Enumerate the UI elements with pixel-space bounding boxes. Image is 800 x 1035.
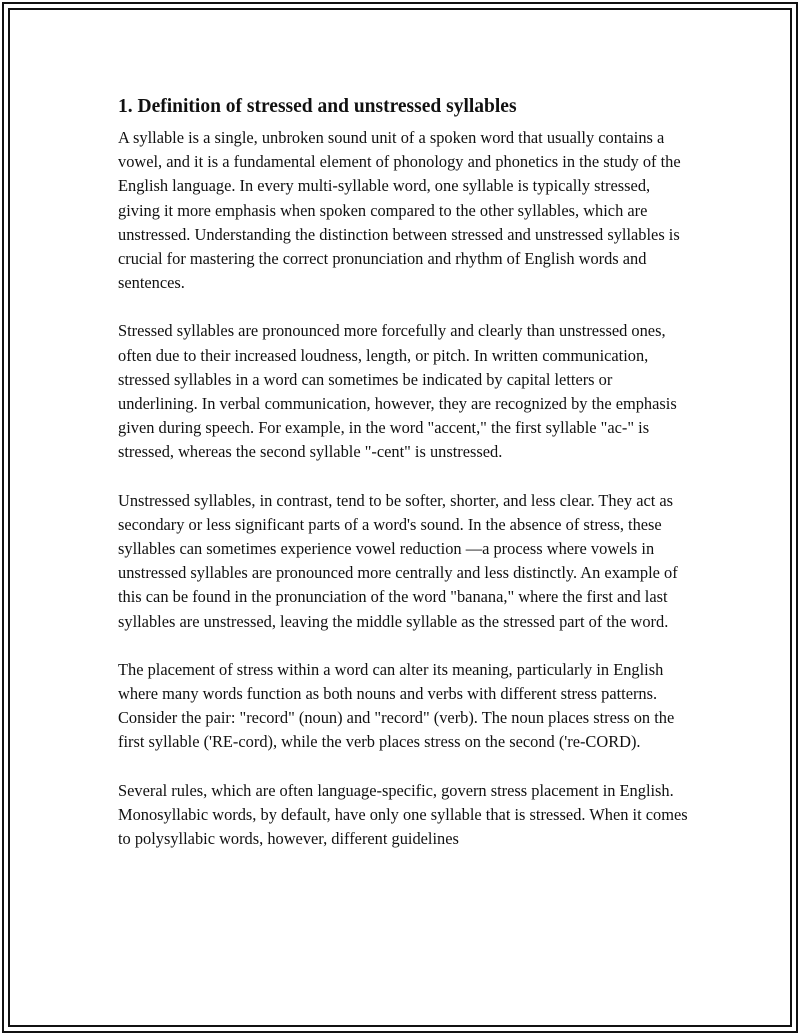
paragraph-stress-placement: The placement of stress within a word can alter its meaning, particularly in English where many words function as both nouns and verbs with different stress patterns. Consider the pair: "record" (noun) and "record" (verb). The noun places stress on the first syllable ('RE-cord), while the verb places stress on the second ('re-CORD). — [118, 659, 675, 752]
paragraph-stressed-syllables: Stressed syllables are pronounced more forcefully and clearly than unstressed ones, often due to their increased loudness, length, or pitch. In written communication, stressed syllables in a word can sometimes be indicated by capital letters or underlining. In verbal communication, however, they are recognized by the emphasis given during speech. For example, in the word "accent," the first syllable "ac-" is stressed, whereas the second syllable "-cent" is unstressed. — [118, 321, 677, 462]
paragraph-stress-rules: Several rules, which are often language-specific, govern stress placement in English. Monosyllabic words, by default, have only one syllable that is stressed. When it comes to polysyllabic words, however, different guidelines — [118, 780, 688, 849]
paragraph-syllable-definition: A syllable is a single, unbroken sound unit of a spoken word that usually contains a vowel, and it is a fundamental element of phonology and phonetics in the study of the English language. In every multi-syllable word, one syllable is typically stressed, giving it more emphasis when spoken compared to the other syllables, which are unstressed. Understanding the distinction between stressed and unstressed syllables is crucial for mastering the correct pronunciation and rhythm of English words and sentences. — [118, 128, 681, 293]
paragraph-unstressed-syllables: Unstressed syllables, in contrast, tend to be softer, shorter, and less clear. They act as secondary or less significant parts of a word's sound. In the absence of stress, these syllables can sometimes experience vowel reduction —a process where vowels in unstressed syllables are pronounced more centrally and less distinctly. An example of this can be found in the pronunciation of the word "banana," where the first and last syllables are unstressed, leaving the middle syllable as the stressed part of the word. — [118, 490, 678, 631]
document-body — [118, 94, 688, 851]
section-heading: 1. Definition of stressed and unstressed syllables — [118, 96, 517, 117]
